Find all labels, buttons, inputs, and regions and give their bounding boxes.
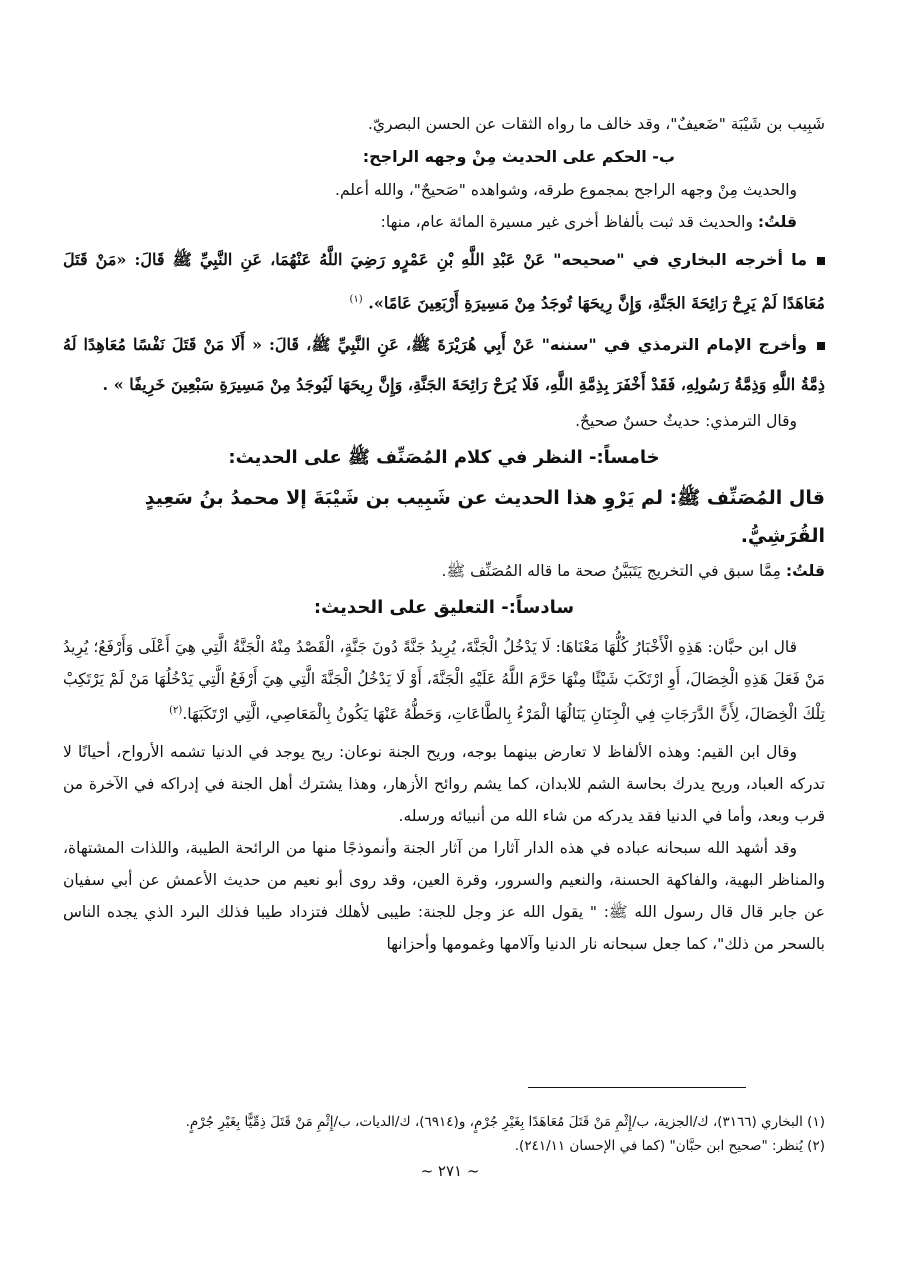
- author-quote: قال المُصَنِّف ﷺ: لم يَرْوِ هذا الحديث عن شَبِيب بن شَيْبَةَ إلا محمدُ بنُ سَعِيدٍ القُرَشِيُّ.: [144, 487, 825, 548]
- text-line-narrator: شَبِيب بن شَيْبَة "ضَعيفٌ"، وقد خالف ما رواه الثقات عن الحسن البصريّ.: [367, 115, 825, 133]
- last-paragraph: وقد أشهد الله سبحانه عباده في هذه الدار آثارا من آثار الجنة وأنموذجًا منها من الرائحة الطيبة، واللذات المشتهاة، والمناظر البهية، والفاكهة الحسنة، والنعيم والسرور، وقرة العين، وقد روى أبو نعيم من حديث الأعمش عن أبي سفيان عن جابر قال قال رسول الله ﷺ: " يقول الله عز وجل للجنة: طيبى لأهلك فتزداد طيبا فذلك البرد الذي يجده الناس بالسحر من ذلك"، كما جعل سبحانه نار الدنيا وآلامها وغمومها وأحزانها: [63, 839, 825, 954]
- bukhari-hadith: عَنْ عَبْدِ اللَّهِ بْنِ عَمْرٍو رَضِيَ اللَّهُ عَنْهُمَا، عَنِ النَّبِيِّ ﷺ قَالَ: «مَنْ قَتَلَ مُعَاهَدًا لَمْ يَرِحْ رَائِحَةَ الجَنَّةِ، وَإِنَّ رِيحَهَا تُوجَدُ مِنْ مَسِيرَةِ أَرْبَعِينَ عَامًا».: [63, 250, 825, 313]
- qultu-text: والحديث قد ثبت بألفاظ أخرى غير مسيرة المائة عام، منها:: [380, 213, 758, 231]
- conclusion-line: [63, 555, 825, 587]
- footnote-divider: [528, 1087, 746, 1088]
- footnote-ref-2[interactable]: (٢): [169, 705, 183, 717]
- conclusion-text: مِمَّا سبق في التخريج يَتَبَيَّنُ صحة ما قاله المُصَنِّف ﷺ.: [441, 562, 786, 581]
- ibn-hibban-text: قال ابن حبَّان: هَذِهِ الْأَخْبَارُ كُلُّهَا مَعْنَاهَا: لَا يَدْخُلُ الْجَنَّةَ، يُرِيدُ جَنَّةً دُونَ جَنَّةٍ، الْقَصْدُ مِنْهُ الْجَنَّةُ الَّتِي هِيَ أَعْلَى وَأَرْفَعُ؛ يُرِيدُ مَنْ فَعَلَ هَذِهِ الْخِصَالَ، أَوِ ارْتَكَبَ شَيْئًا مِنْهَا حَرَّمَ اللَّهُ عَلَيْهِ الْجَنَّةَ، أَوْ لَا يَدْخُلُ الْجَنَّةَ الَّتِي هِيَ أَرْفَعُ الَّتِي يَدْخُلُهَا مَنْ لَمْ يَرْتَكِبْ تِلْكَ الْخِصَالَ، لِأَنَّ الدَّرَجَاتِ فِي الْجِنَانِ يَنَالُهَا الْمَرْءُ بِالطَّاعَاتِ، وَحَطُّهُ عَنْهَا يَكُونُ بِالْمَعَاصِي، الَّتِي ارْتَكَبَهَا.: [63, 638, 825, 724]
- text-line-ruling: والحديث مِنْ وجهه الراجح بمجموع طرقه، وشواهده "صَحيحٌ"، والله أعلم.: [335, 181, 797, 199]
- tirmidhi-grading: وقال الترمذي: حديثٌ حسنٌ صحيحٌ.: [575, 412, 797, 431]
- main-text: [63, 108, 825, 960]
- bukhari-source: ما أخرجه البخاري في "صحيحه": [553, 250, 807, 269]
- tirmidhi-hadith: عَنْ أَبِي هُرَيْرَةَ ﷺ، عَنِ النَّبِيِّ ﷺ، قَالَ: « أَلَا مَنْ قَتَلَ نَفْسًا مُعَاهِدًا لَهُ ذِمَّةُ اللَّهِ وَذِمَّةُ رَسُولِهِ، فَقَدْ أَخْفَرَ بِذِمَّةِ اللَّهِ، فَلَا يُرَحْ رَائِحَةَ الجَنَّةِ، وَإِنَّ رِيحَهَا لَيُوجَدُ مِنْ مَسِيرَةِ سَبْعِينَ خَرِيفًا » .: [63, 335, 825, 395]
- bullet-marker-icon: [817, 342, 825, 350]
- ibn-hibban-paragraph: [63, 631, 825, 730]
- bullet-marker-icon: [817, 257, 825, 265]
- qultu-lead: قلتُ:: [757, 213, 797, 231]
- footnotes: [45, 1110, 825, 1158]
- bullet-tirmidhi: [63, 325, 825, 405]
- section-heading-6: سادساً:- التعليق على الحديث:: [313, 597, 575, 619]
- text-line-other-wordings: [63, 206, 825, 238]
- ibn-qayyim-paragraph: وقال ابن القيم: وهذه الألفاظ لا تعارض بينهما بوجه، وريح الجنة نوعان: ريح يوجد في الدنيا تشمه الأرواح، أحيانًا لا تدركه العباد، وريح يدرك بحاسة الشم للابدان، كما يشم روائح الأزهار، وهذا يشترك أهل الجنة في إدراكه في الآخرة من قرب وبعد، وأما في الدنيا فقد يدركه من شاء الله من أنبيائه ورسله.: [63, 743, 825, 826]
- conclusion-lead: قلتُ:: [785, 562, 825, 581]
- section-heading-5: خامساً:- النظر في كلام المُصَنِّف ﷺ على الحديث:: [228, 447, 660, 469]
- tirmidhi-source: وأخرج الإمام الترمذي في "سننه": [541, 335, 808, 355]
- bullet-bukhari: [63, 240, 825, 323]
- subheading-ruling: ب- الحكم على الحديث مِنْ وجهه الراجح:: [362, 147, 675, 166]
- page-number: ~ ٢٧١ ~: [420, 1162, 480, 1180]
- footnote-ref-1[interactable]: (١): [349, 294, 363, 305]
- footnote-2: (٢) يُنظر: "صحيح ابن حبَّان" (كما في الإحسان ٢٤١/١١).: [514, 1138, 825, 1154]
- footnote-1: (١) البخاري (٣١٦٦)، ك/الجزية، ب/إِثْمِ مَنْ قَتَلَ مُعَاهَدًا بِغَيْرِ جُرْمٍ، و(٦٩١٤)، ك/الديات، ب/إِثْمِ مَنْ قَتَلَ ذِمِّيًّا بِغَيْرِ جُرْمٍ.: [185, 1114, 825, 1130]
